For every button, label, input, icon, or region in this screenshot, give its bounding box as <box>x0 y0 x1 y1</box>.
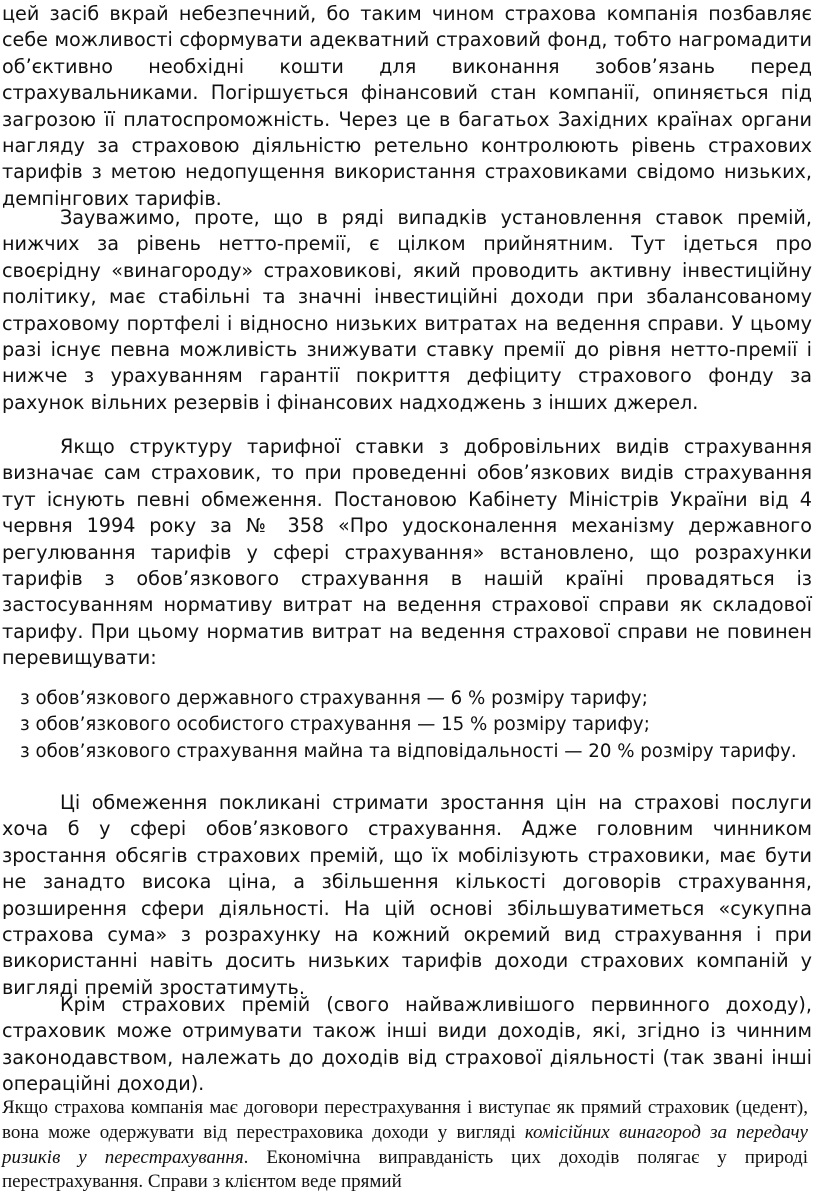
reinsurance-text-start: Якщо страхова компанія має договори перестрахування і виступає як прямий страховик (цедент), вона може одержувати від перестраховика доходи у вигляді <box>2 1097 808 1143</box>
paragraph-other-income: Крім страхових премій (свого найважливішого первинного доходу), страховик може отримувати також інші види доходів, які, згідно із чинним законодавством, належать до доходів від страхової діяльності (так звані інші операційні доходи). <box>2 993 812 1096</box>
list-item-property-liability: з обов’язкового страхування майна та відповідальності — 20 % розміру тарифу. <box>20 740 797 762</box>
paragraph-premium-reward: Зауважимо, проте, що в ряді випадків установлення ставок премій, нижчих за рівень нетто-премії, є цілком прийнятним. Тут ідеться про своєрідну «винагороду» страховикові, який проводить активну інвестиційну політику, має стабільні та значні інвестиційні доходи при збалансованому страховому портфелі і відносно низьких витратах на ведення справи. У цьому разі існує певна можливість знижувати ставку премії до рівня нетто-премії і нижче з урахуванням гарантії покриття дефіциту страхового фонду за рахунок вільних резервів і фінансових надходжень з інших джерел. <box>2 206 812 414</box>
paragraph-reinsurance <box>2 1096 808 1195</box>
reinsurance-italic-term: комісійних винагород за передачу ризиків у перестрахування <box>2 1121 808 1168</box>
list-item-personal-insurance: з обов’язкового особистого страхування — 15 % розміру тарифу; <box>20 714 650 736</box>
expense-limits-list <box>20 686 810 765</box>
paragraph-price-growth: Ці обмеження покликані стримати зростання цін на страхові послуги хоча б у сфері обов’язкового страхування. Адже головним чинником зростання обсягів страхових премій, що їх мобілізують страховики, має бути не занадто висока ціна, а збільшення кількості договорів страхування, розширення сфери діяльності. На цій основі збільшуватиметься «сукупна страхова сума» з розрахунку на кожний окремий вид страхування і при використанні навіть досить низьких тарифів доходи страхових компаній у вигляді премій зростатимуть. <box>2 791 812 999</box>
paragraph-dumping-tariffs: цей засіб вкрай небезпечний, бо таким чином страхова компанія позбавляє себе можливості сформувати адекватний страховий фонд, тобто нагромадити об’єктивно необхідні кошти для виконання зобов’язань перед страхувальниками. Погіршується фінансовий стан компанії, опиняється під загрозою її платоспроможність. Через це в багатьох Західних країнах органи нагляду за страховою діяльністю ретельно контролюють рівень страхових тарифів з метою недопущення використання страховиками свідомо низьких, демпінгових тарифів. <box>2 2 812 210</box>
reinsurance-text-end: . Економічна виправданість цих доходів полягає у природі перестрахування. Справи з клієнтом веде прямий <box>2 1146 808 1193</box>
list-item-state-insurance: з обов’язкового державного страхування — 6 % розміру тарифу; <box>20 688 648 709</box>
paragraph-mandatory-limits: Якщо структуру тарифної ставки з добровільних видів страхування визначає сам страховик, то при проведенні обов’язкових видів страхування тут існують певні обмеження. Постановою Кабінету Міністрів України від 4 червня 1994 року за № 358 «Про удосконалення механізму державного регулювання тарифів у сфері страхування» встановлено, що розрахунки тарифів з обов’язкового страхування в нашій країні провадяться із застосуванням нормативу витрат на ведення страхової справи як складової тарифу. При цьому норматив витрат на ведення страхової справи не повинен перевищувати: <box>2 435 812 670</box>
